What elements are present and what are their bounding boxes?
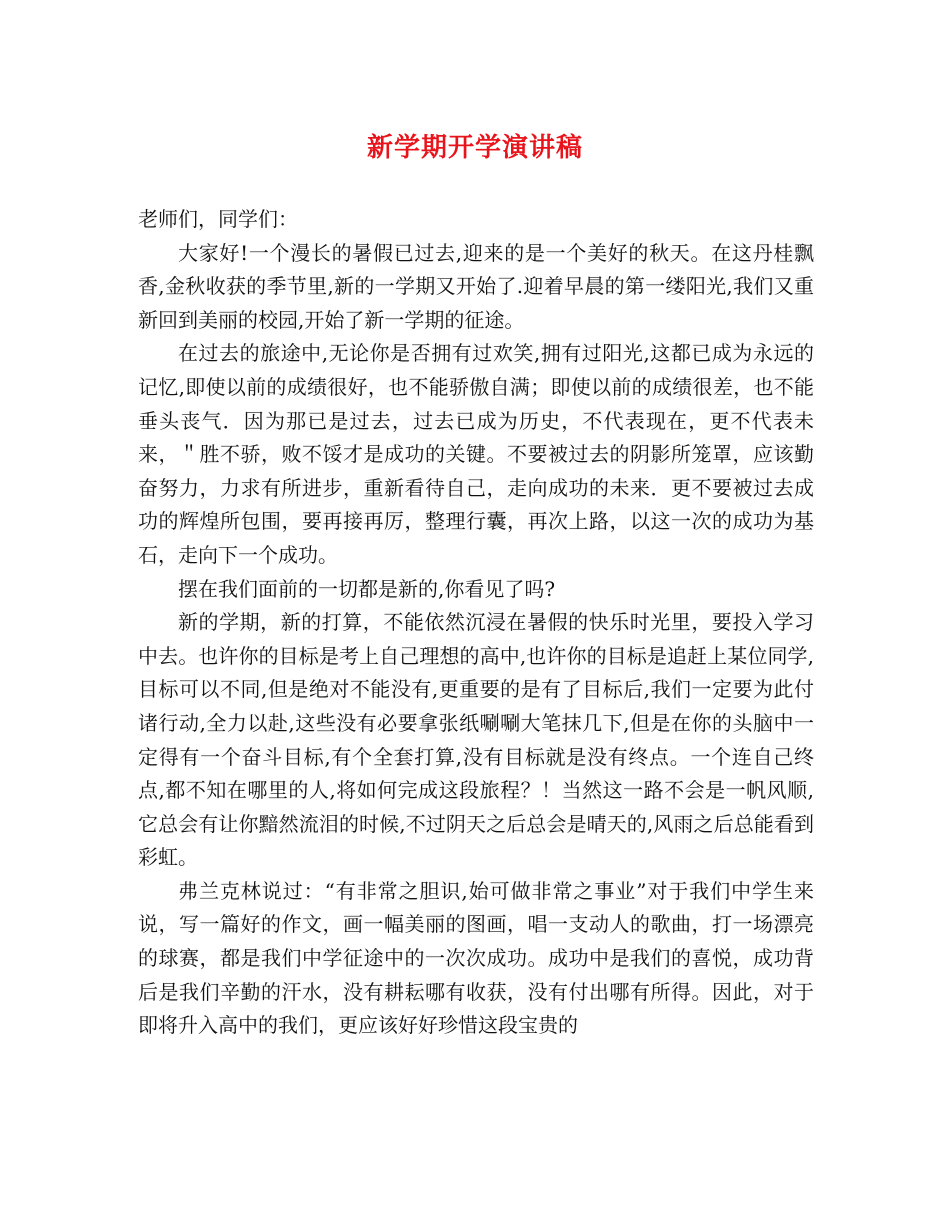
salutation: 老师们，同学们： [138,207,298,231]
paragraph: 新的学期，新的打算，不能依然沉浸在暑假的快乐时光里，要投入学习中去。也许你的目标是考上自己理想的高中,也许你的目标是追赶上某位同学,目标可以不同,但是绝对不能没有,更重要的是有了目标后,我们一定要为此付诸行动,全力以赴,这些没有必要拿张纸唰唰大笔抹几下,但是在你的头脑中一定得有一个奋斗目标,有个全套打算,没有目标就是没有终点。一个连自己终点,都不知在哪里的人,将如何完成这段旅程？！当然这一路不会是一帆风顺,它总会有让你黯然流泪的时候,不过阴天之后总会是晴天的,风雨之后总能看到彩虹。 [138,610,814,870]
document-body [138,203,814,1043]
paragraph: 在过去的旅途中,无论你是否拥有过欢笑,拥有过阳光,这都已成为永远的记忆,即使以前的成绩很好，也不能骄傲自满；即使以前的成绩很差，也不能垂头丧气．因为那已是过去，过去已成为历史，不代表现在，更不代表未来，＂胜不骄，败不馁才是成功的关键。不要被过去的阴影所笼罩，应该勤奋努力，力求有所进步，重新看待自己，走向成功的未来．更不要被过去成功的辉煌所包围，要再接再厉，整理行囊，再次上路，以这一次的成功为基石，走向下一个成功。 [138,341,814,567]
document-title: 新学期开学演讲稿 [366,133,583,163]
paragraph: 大家好!一个漫长的暑假已过去,迎来的是一个美好的秋天。在这丹桂飘香,金秋收获的季节里,新的一学期又开始了.迎着早晨的第一缕阳光,我们又重新回到美丽的校园,开始了新一学期的征途。 [138,240,814,332]
paragraph: 弗兰克林说过：“有非常之胆识,始可做非常之事业”对于我们中学生来说，写一篇好的作文，画一幅美丽的图画，唱一支动人的歌曲，打一场漂亮的球赛，都是我们中学征途中的一次次成功。成功中是我们的喜悦，成功背后是我们辛勤的汗水，没有耕耘哪有收获，没有付出哪有所得。因此，对于即将升入高中的我们，更应该好好珍惜这段宝贵的 [138,878,814,1038]
paragraph: 摆在我们面前的一切都是新的,你看见了吗? [178,576,556,601]
